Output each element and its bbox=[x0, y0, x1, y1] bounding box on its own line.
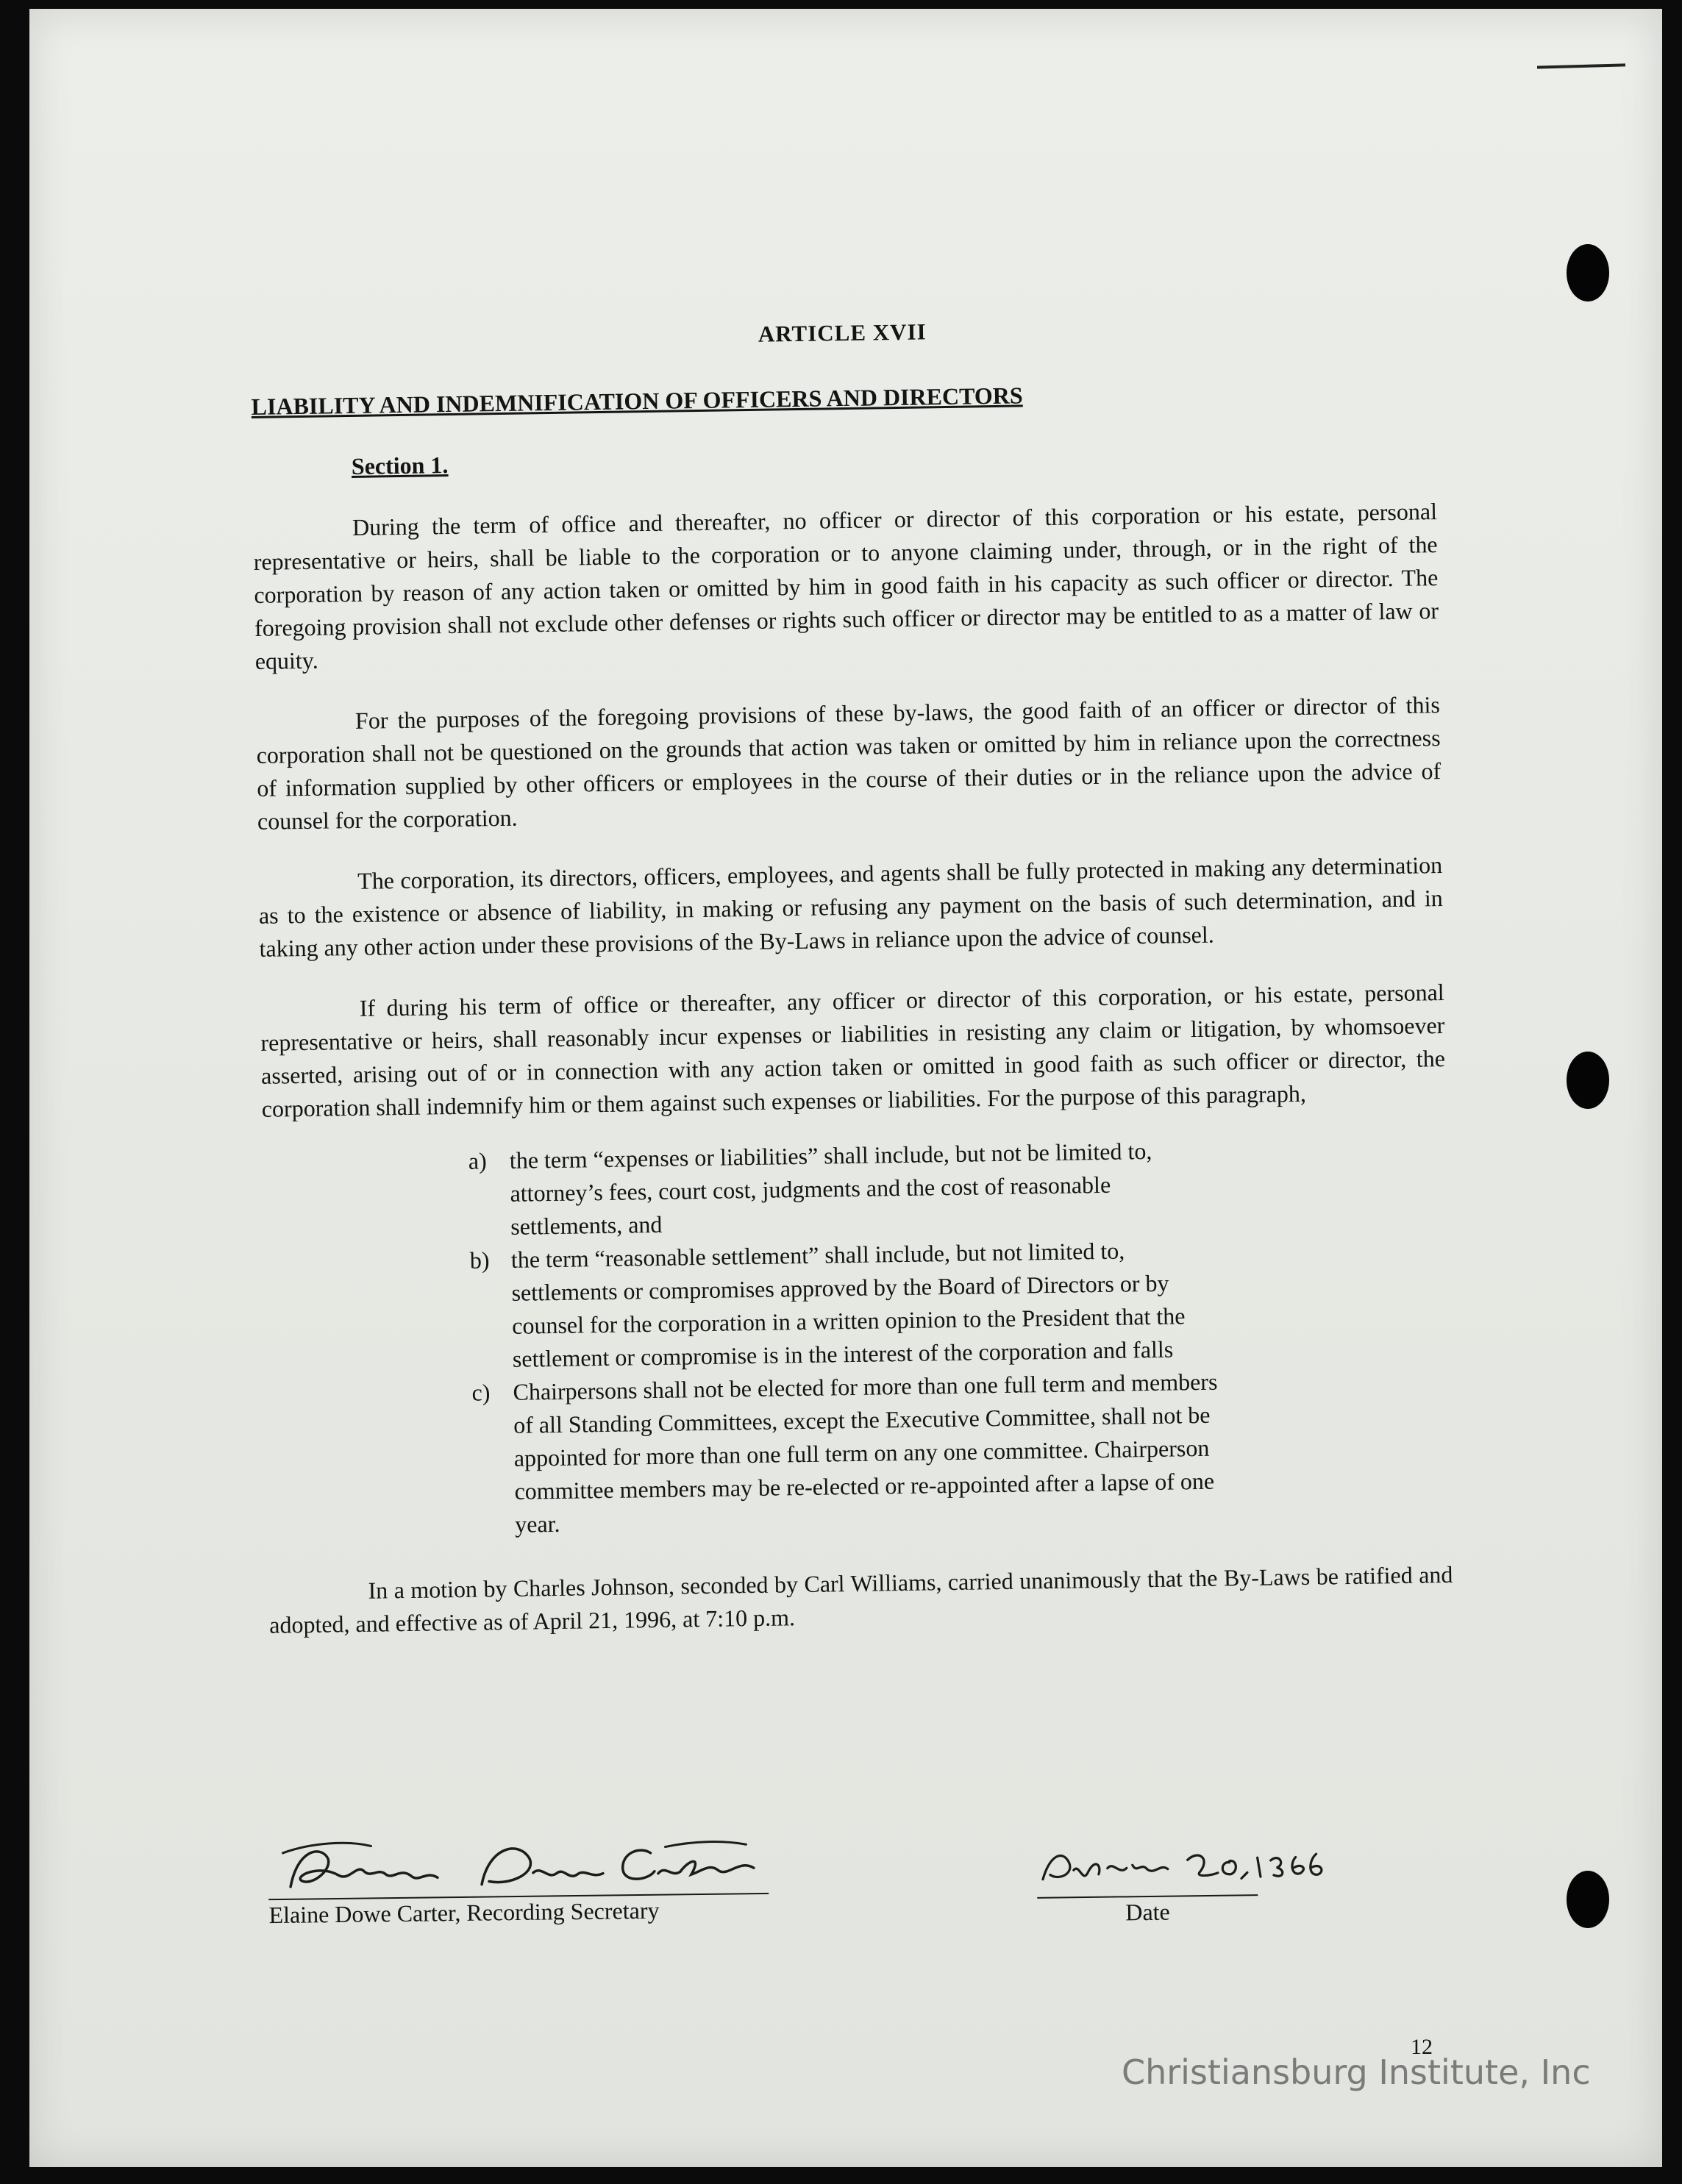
paragraph: During the term of office and thereafter, no officer or director of this corporation or his estate, personal representative or heirs, shall be liable to the corporation or to anyone claiming under, through, or in the right of the corporation by reason of any action taken or omitted by him in good faith in his capacity as such officer or director. The foregoing provision shall not exclude other defenses or rights such officer or director may be entitled to as a matter of law or equity. bbox=[253, 498, 1439, 674]
list-text: the term “reasonable settlement” shall include, but not limited to, settlements or compromises approved by the Board of Directors or by counsel for the corporation in a written opinion to the President that the settlement or compromise is in the interest of the corporation and falls bbox=[510, 1237, 1186, 1372]
watermark: Christiansburg Institute, Inc bbox=[1122, 2052, 1591, 2092]
article-heading: LIABILITY AND INDEMNIFICATION OF OFFICERS AND DIRECTORS bbox=[251, 382, 1023, 420]
article-title: ARTICLE XVII bbox=[758, 318, 927, 347]
document-page bbox=[29, 9, 1662, 2167]
closing-paragraph: In a motion by Charles Johnson, seconded by Carl Williams, carried unanimously that the By-Laws be ratified and adopted, and effective as of April 21, 1996, at 7:10 p.m. bbox=[268, 1560, 1453, 1638]
handwritten-signature bbox=[268, 1830, 769, 1899]
date-caption: Date bbox=[1125, 1898, 1170, 1926]
punch-hole-top bbox=[1567, 244, 1609, 301]
document-body bbox=[250, 307, 1454, 1666]
punch-hole-bottom bbox=[1567, 1871, 1609, 1928]
paragraph: If during his term of office or thereafter, any officer or director of this corporation, or his estate, personal representative or heirs, shall reasonably incur expenses or liabilities in resisting any claim or litigation, by whomsoever asserted, arising out of or in connection with any action taken or omitted in good faith as such officer or director, the corporation shall indemnify him or them against such expenses or liabilities. For the purpose of this paragraph, bbox=[260, 979, 1446, 1122]
list-marker: b) bbox=[469, 1246, 490, 1274]
section-heading: Section 1. bbox=[351, 452, 449, 479]
list-item bbox=[470, 1233, 1222, 1377]
signature-caption: Elaine Dowe Carter, Recording Secretary bbox=[268, 1896, 660, 1929]
list-text: the term “expenses or liabilities” shall include, but not be limited to, attorney’s fees, court cost, judgments and the cost of reasonable settlements, and bbox=[509, 1137, 1152, 1240]
list-marker: c) bbox=[471, 1379, 491, 1406]
punch-hole-middle bbox=[1567, 1052, 1609, 1109]
signature-block bbox=[268, 1830, 769, 1930]
paragraph: The corporation, its directors, officers, employees, and agents shall be fully protected in making any determination as to the existence or absence of liability, in making or refusing any payment on the basis of such determination, and in taking any other action under these provisions of the By-Laws in reliance upon the advice of counsel. bbox=[258, 852, 1444, 962]
list-text: Chairpersons shall not be elected for more than one full term and members of all Standing Committees, except the Executive Committee, shall not be appointed for more than one full term on any one committee. Chairperson committee members may be re-elected or re-appointed after a lapse of one year. bbox=[513, 1368, 1218, 1538]
handwritten-date bbox=[1036, 1830, 1331, 1897]
paragraph: For the purposes of the foregoing provisions of these by-laws, the good faith of an officer or director of this corporation shall not be questioned on the grounds that action was taken or omitted by him in reliance upon the correctness of information supplied by other officers or employees in the course of their duties or in the reliance upon the advice of counsel for the corporation. bbox=[256, 691, 1442, 835]
definition-list bbox=[468, 1134, 1225, 1542]
date-block bbox=[1036, 1831, 1258, 1928]
list-item bbox=[471, 1366, 1224, 1542]
list-marker: a) bbox=[468, 1147, 488, 1174]
corner-mark bbox=[1537, 63, 1625, 68]
list-item bbox=[468, 1134, 1220, 1244]
page-number: 12 bbox=[1411, 2035, 1433, 2059]
